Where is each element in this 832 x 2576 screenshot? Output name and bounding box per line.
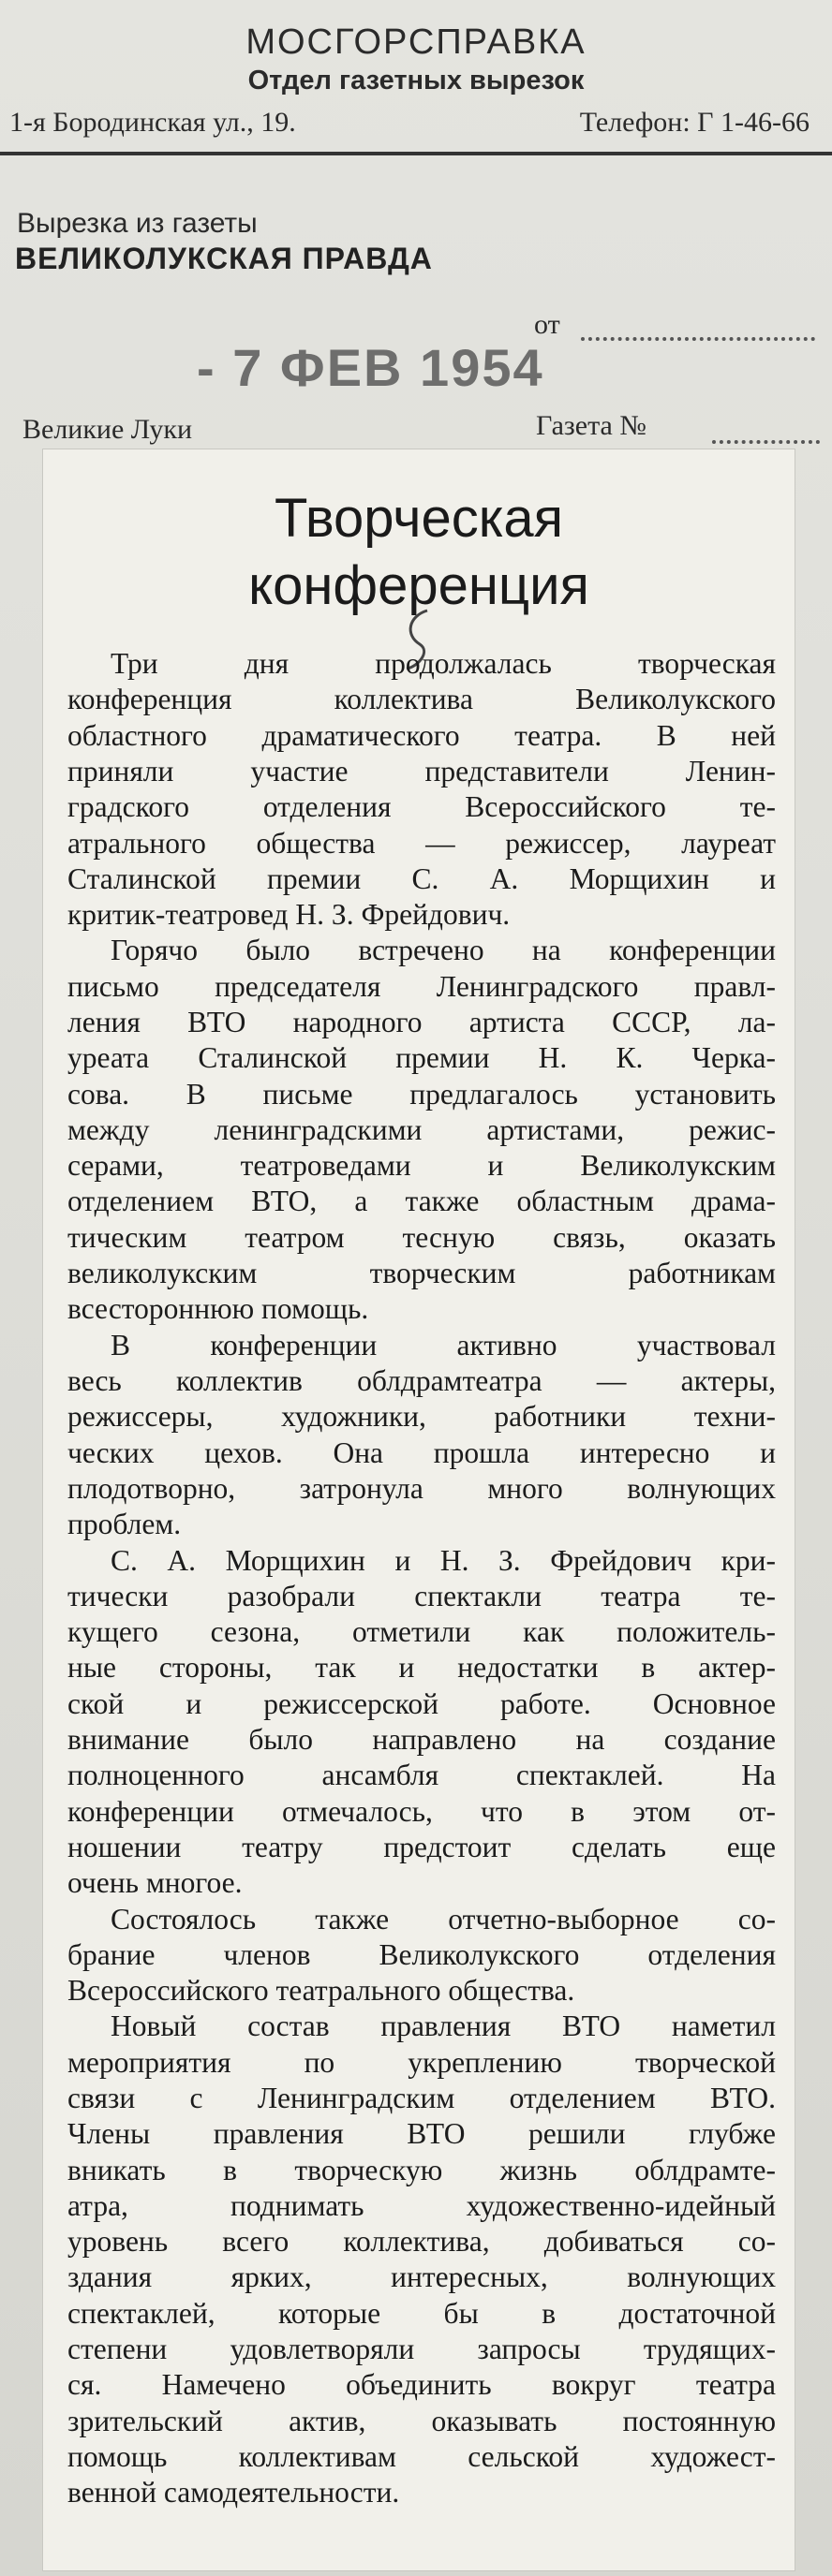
article-line: Члены правления ВТО решили глубже — [67, 2117, 776, 2151]
article-line: критик-театровед Н. З. Фрейдович. — [67, 898, 511, 932]
article-line: проблем. — [67, 1508, 182, 1541]
article-line: всестороннюю помощь. — [67, 1292, 369, 1326]
article-line: зрительский актив, оказывать постоянную — [67, 2404, 776, 2437]
article-line: Всероссийского театрального общества. — [67, 1974, 575, 2008]
article-line: спектаклей, которые бы в достаточной — [67, 2296, 776, 2330]
article-line: ческих цехов. Она прошла интересно и — [67, 1435, 776, 1469]
article-line: конференции отмечалось, что в этом от- — [67, 1794, 776, 1828]
article-line: мероприятия по укреплению творческой — [67, 2045, 776, 2079]
article-line: ся. Намечено объединить вокруг театра — [67, 2368, 776, 2402]
article-line: С. А. Морщихин и Н. З. Фрейдович кри- — [111, 1543, 776, 1577]
article-line: брание членов Великолукского отделения — [67, 1937, 776, 1971]
issue-number-line — [712, 423, 820, 444]
header-divider — [0, 152, 832, 155]
article-line: ные стороны, так и недостатки в актер- — [67, 1651, 776, 1685]
article-title-line-1: Творческая — [274, 488, 564, 549]
article-line: весь коллектив облдрамтеатра — актеры, — [67, 1363, 776, 1397]
article-line: Горячо было встречено на конференции — [111, 934, 776, 967]
article-line: венной самодеятельности. — [67, 2476, 400, 2510]
department-name: Отдел газетных вырезок — [247, 66, 585, 96]
article-title-line-2: конференция — [248, 555, 589, 616]
article-line: приняли участие представители Ленин- — [67, 754, 776, 788]
article-line: великолукским творческим работникам — [67, 1257, 776, 1290]
article-line: областного драматического театра. В ней — [67, 718, 776, 752]
article-line: отделением ВТО, а также областным драма- — [67, 1185, 776, 1218]
article-line: полноценного ансамбля спектаклей. На — [67, 1759, 776, 1792]
article-line: ской и режиссерской работе. Основное — [67, 1686, 776, 1720]
organization-name: МОСГОРСПРАВКА — [245, 22, 587, 62]
article-line: плодотворно, затронула много волнующих — [67, 1471, 776, 1505]
issue-label: Газета № — [536, 410, 646, 441]
article-line: атрального общества — режиссер, лауреат — [67, 826, 776, 860]
article-line: между ленинградскими артистами, режис- — [67, 1112, 776, 1146]
city-name: Великие Луки — [22, 414, 193, 445]
from-label: от — [534, 309, 560, 340]
article-line: уреата Сталинской премии Н. К. Черка- — [67, 1041, 776, 1075]
newspaper-name: ВЕЛИКОЛУКСКАЯ ПРАВДА — [15, 242, 433, 275]
article-line: уровень всего коллектива, добиваться со- — [67, 2225, 776, 2259]
article-line: здания ярких, интересных, волнующих — [67, 2260, 776, 2294]
article-line: конференция коллектива Великолукского — [67, 683, 776, 716]
date-stamp: - 7 ФЕВ 1954 — [197, 338, 544, 397]
article-line: ношении театру предстоит сделать еще — [67, 1830, 776, 1863]
article-line: тически разобрали спектакли театра те- — [67, 1579, 776, 1612]
article-line: атра, поднимать художественно-идейный — [67, 2188, 776, 2222]
phone: Телефон: Г 1-46-66 — [579, 107, 810, 138]
article-line: вникать в творческую жизнь облдрамте- — [67, 2153, 776, 2186]
article-line: тическим театром тесную связь, оказать — [67, 1220, 776, 1254]
article-line: связи с Ленинградским отделением ВТО. — [67, 2081, 776, 2114]
article-line: режиссеры, художники, работники техни- — [67, 1400, 776, 1434]
article-line: сова. В письме предлагалось установить — [67, 1077, 776, 1111]
article-line: Три дня продолжалась творческая — [111, 647, 776, 680]
article-line: ления ВТО народного артиста СССР, ла- — [67, 1005, 776, 1038]
article-line: внимание было направлено на создание — [67, 1723, 776, 1756]
article-line: Состоялось также отчетно-выборное со- — [111, 1902, 776, 1936]
article-line: серами, театроведами и Великолукским — [67, 1149, 776, 1183]
article-line: помощь коллективам сельской художест- — [67, 2439, 776, 2473]
article-line: Сталинской премии С. А. Морщихин и — [67, 861, 776, 895]
clipping-label: Вырезка из газеты — [17, 208, 258, 239]
from-date-line — [581, 316, 815, 341]
article-line: Новый состав правления ВТО наметил — [111, 2009, 776, 2043]
article-line: очень многое. — [67, 1866, 243, 1900]
article-line: степени удовлетворяли запросы трудящих- — [67, 2333, 776, 2366]
article-line: кущего сезона, отметили как положитель- — [67, 1615, 776, 1649]
newspaper-clipping — [43, 449, 795, 2570]
address: 1-я Бородинская ул., 19. — [9, 107, 296, 138]
article-line: В конференции активно участвовал — [111, 1328, 776, 1362]
article-line: письмо председателя Ленинградского правл- — [67, 969, 776, 1003]
article-line: градского отделения Всероссийского те- — [67, 790, 776, 824]
